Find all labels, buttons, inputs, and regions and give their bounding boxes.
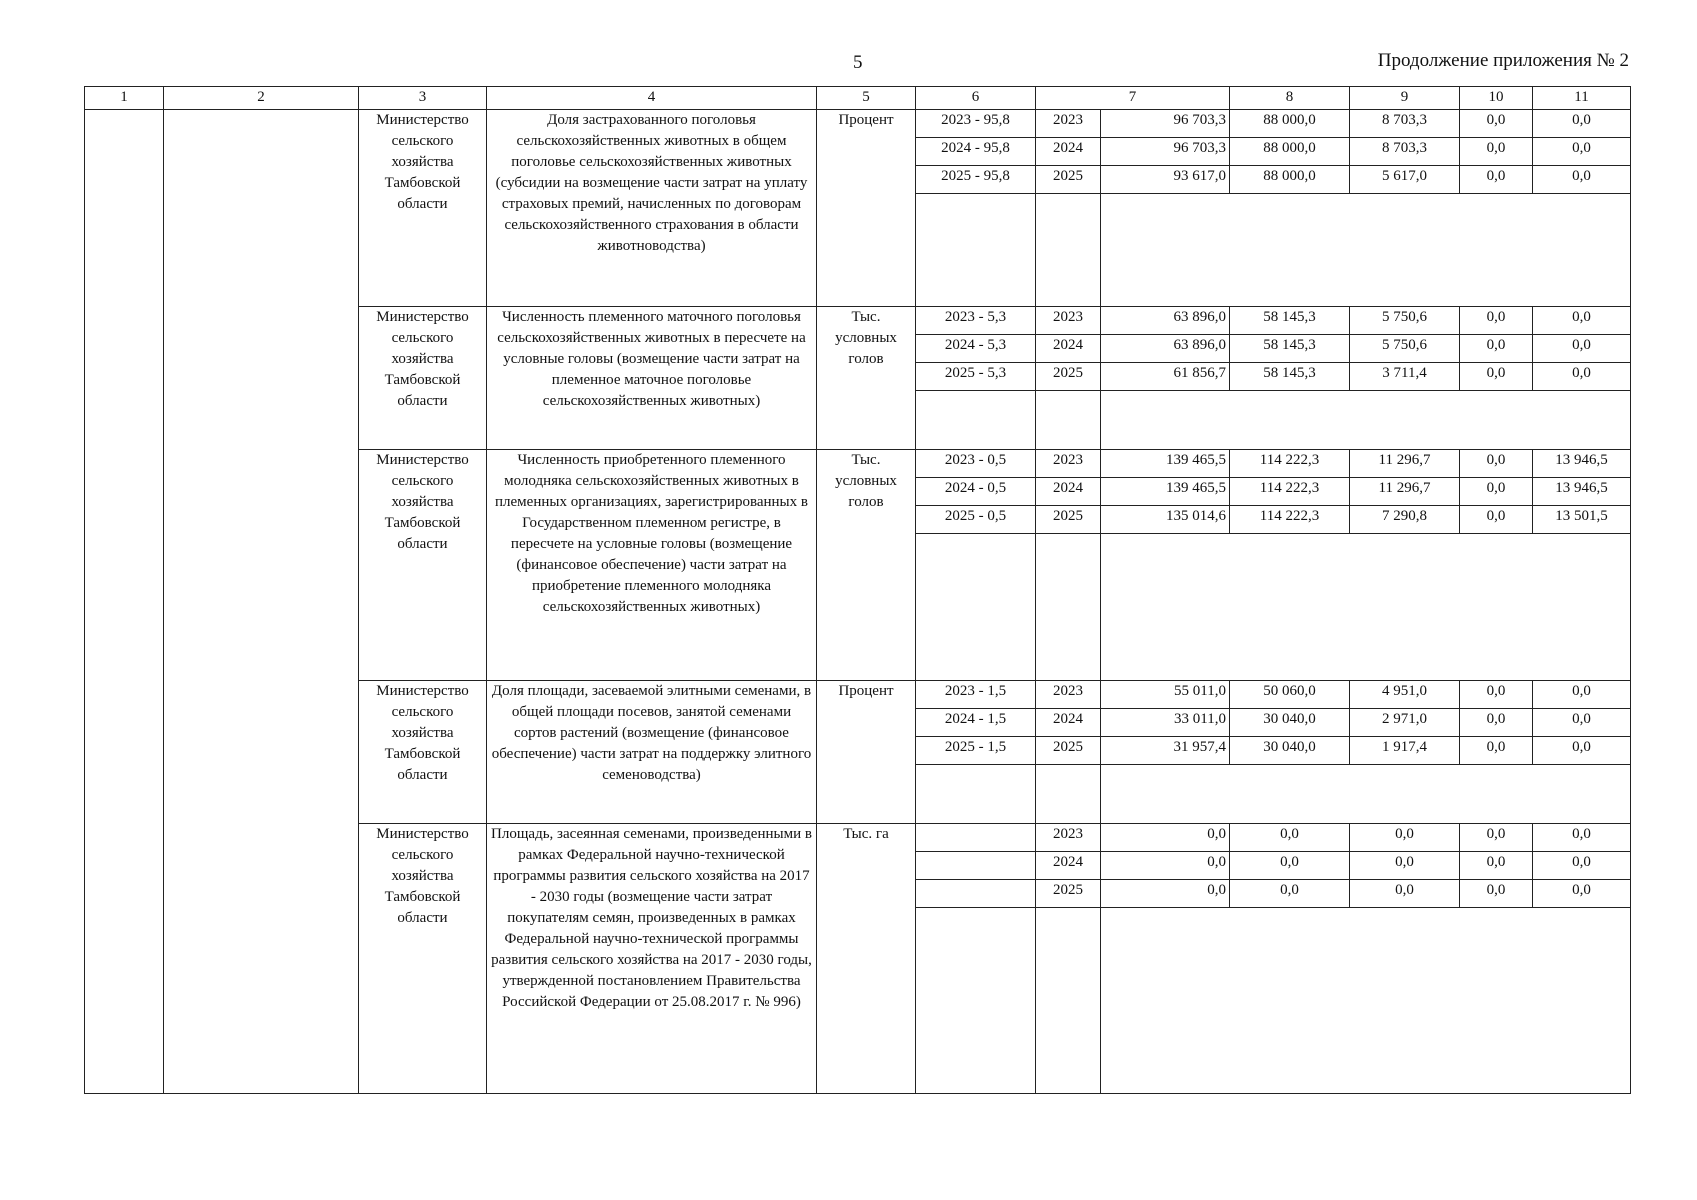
continuation-label: Продолжение приложения № 2: [1377, 50, 1629, 71]
col11-cell: 0,0: [1533, 110, 1631, 138]
col7-cell: 61 856,7: [1101, 363, 1230, 391]
col8-cell: 50 060,0: [1230, 681, 1350, 709]
filler-cell: [1101, 534, 1631, 681]
table-row: [85, 110, 1631, 138]
col11-cell: 0,0: [1533, 166, 1631, 194]
year-cell: 2024: [1036, 709, 1101, 737]
year-cell: 2024: [1036, 335, 1101, 363]
col9-cell: 5 617,0: [1350, 166, 1460, 194]
col7-cell: 55 011,0: [1101, 681, 1230, 709]
year-cell: 2023: [1036, 110, 1101, 138]
col11-cell: 0,0: [1533, 852, 1631, 880]
year-cell: 2025: [1036, 737, 1101, 765]
col11-cell: 13 501,5: [1533, 506, 1631, 534]
col11-cell: 13 946,5: [1533, 450, 1631, 478]
page-number: 5: [853, 52, 863, 73]
unit-cell: Процент: [817, 110, 916, 307]
col11-cell: 0,0: [1533, 138, 1631, 166]
filler-cell: [1036, 194, 1101, 307]
col7-cell: 0,0: [1101, 880, 1230, 908]
filler-cell: [916, 765, 1036, 824]
col7-cell: 63 896,0: [1101, 335, 1230, 363]
col11-cell: 0,0: [1533, 737, 1631, 765]
col8-cell: 88 000,0: [1230, 110, 1350, 138]
col8-cell: 0,0: [1230, 880, 1350, 908]
col2-cell: [164, 110, 359, 1094]
filler-cell: [1036, 534, 1101, 681]
year-cell: 2025: [1036, 363, 1101, 391]
unit-cell: Тыс. условных голов: [817, 450, 916, 681]
filler-cell: [916, 391, 1036, 450]
col8-cell: 114 222,3: [1230, 450, 1350, 478]
col11-cell: 13 946,5: [1533, 478, 1631, 506]
col7-cell: 31 957,4: [1101, 737, 1230, 765]
col8-cell: 30 040,0: [1230, 709, 1350, 737]
header-cell: 10: [1460, 87, 1533, 110]
unit-cell: Тыс. условных голов: [817, 307, 916, 450]
col8-cell: 0,0: [1230, 824, 1350, 852]
col11-cell: 0,0: [1533, 363, 1631, 391]
col10-cell: 0,0: [1460, 681, 1533, 709]
col11-cell: 0,0: [1533, 824, 1631, 852]
col9-cell: 3 711,4: [1350, 363, 1460, 391]
ministry-cell: Министерство сельского хозяйства Тамбовской области: [359, 450, 487, 681]
col11-cell: 0,0: [1533, 681, 1631, 709]
year-cell: 2023: [1036, 450, 1101, 478]
col10-cell: 0,0: [1460, 450, 1533, 478]
ministry-cell: Министерство сельского хозяйства Тамбовской области: [359, 824, 487, 1094]
filler-cell: [1101, 391, 1631, 450]
col9-cell: 8 703,3: [1350, 110, 1460, 138]
target-cell: 2023 - 0,5: [916, 450, 1036, 478]
target-cell: [916, 824, 1036, 852]
target-cell: 2024 - 5,3: [916, 335, 1036, 363]
year-cell: 2023: [1036, 681, 1101, 709]
target-cell: 2023 - 95,8: [916, 110, 1036, 138]
year-cell: 2024: [1036, 138, 1101, 166]
year-cell: 2025: [1036, 880, 1101, 908]
header-cell: 3: [359, 87, 487, 110]
col10-cell: 0,0: [1460, 737, 1533, 765]
col9-cell: 1 917,4: [1350, 737, 1460, 765]
col9-cell: 7 290,8: [1350, 506, 1460, 534]
col10-cell: 0,0: [1460, 880, 1533, 908]
col11-cell: 0,0: [1533, 335, 1631, 363]
year-cell: 2024: [1036, 478, 1101, 506]
header-cell: 7: [1036, 87, 1230, 110]
year-cell: 2023: [1036, 307, 1101, 335]
col7-cell: 93 617,0: [1101, 166, 1230, 194]
col7-cell: 63 896,0: [1101, 307, 1230, 335]
indicator-cell: Численность приобретенного племенного молодняка сельскохозяйственных животных в племенных организациях, зарегистрированных в Государственном племенном регистре, в пересчете на условные головы (возмещение (финансовое обеспечение) части затрат на приобретение племенного молодняка сельскохозяйственных животных): [487, 450, 817, 681]
col10-cell: 0,0: [1460, 478, 1533, 506]
ministry-cell: Министерство сельского хозяйства Тамбовской области: [359, 307, 487, 450]
col9-cell: 11 296,7: [1350, 450, 1460, 478]
col8-cell: 30 040,0: [1230, 737, 1350, 765]
target-cell: 2023 - 1,5: [916, 681, 1036, 709]
filler-cell: [1101, 908, 1631, 1094]
col8-cell: 114 222,3: [1230, 506, 1350, 534]
col7-cell: 135 014,6: [1101, 506, 1230, 534]
header-cell: 11: [1533, 87, 1631, 110]
col10-cell: 0,0: [1460, 824, 1533, 852]
col1-cell: [85, 110, 164, 1094]
col7-cell: 96 703,3: [1101, 138, 1230, 166]
col7-cell: 0,0: [1101, 852, 1230, 880]
header-cell: 5: [817, 87, 916, 110]
filler-cell: [1036, 391, 1101, 450]
target-cell: 2025 - 0,5: [916, 506, 1036, 534]
year-cell: 2023: [1036, 824, 1101, 852]
target-cell: [916, 852, 1036, 880]
unit-cell: Процент: [817, 681, 916, 824]
col11-cell: 0,0: [1533, 709, 1631, 737]
col10-cell: 0,0: [1460, 138, 1533, 166]
indicator-cell: Площадь, засеянная семенами, произведенными в рамках Федеральной научно-технической программы развития сельского хозяйства на 2017 - 2030 годы (возмещение части затрат покупателям семян, произведенных в рамках Федеральной научно-технической программы развития сельского хозяйства на 2017 - 2030 годы, утвержденной постановлением Правительства Российской Федерации от 25.08.2017 г. № 996): [487, 824, 817, 1094]
col7-cell: 0,0: [1101, 824, 1230, 852]
col7-cell: 139 465,5: [1101, 478, 1230, 506]
col10-cell: 0,0: [1460, 852, 1533, 880]
year-cell: 2025: [1036, 166, 1101, 194]
col11-cell: 0,0: [1533, 880, 1631, 908]
filler-cell: [1036, 908, 1101, 1094]
target-cell: 2025 - 5,3: [916, 363, 1036, 391]
unit-cell: Тыс. га: [817, 824, 916, 1094]
target-cell: [916, 880, 1036, 908]
filler-cell: [916, 534, 1036, 681]
filler-cell: [916, 194, 1036, 307]
indicator-cell: Доля застрахованного поголовья сельскохозяйственных животных в общем поголовье сельскохозяйственных животных (субсидии на возмещение части затрат на уплату страховых премий, начисленных по договорам сельскохозяйственного страхования в области животноводства): [487, 110, 817, 307]
col8-cell: 58 145,3: [1230, 335, 1350, 363]
col8-cell: 88 000,0: [1230, 138, 1350, 166]
col9-cell: 8 703,3: [1350, 138, 1460, 166]
header-row: [85, 87, 1631, 110]
filler-cell: [916, 908, 1036, 1094]
col10-cell: 0,0: [1460, 363, 1533, 391]
col8-cell: 114 222,3: [1230, 478, 1350, 506]
indicator-cell: Доля площади, засеваемой элитными семенами, в общей площади посевов, занятой семенами сортов растений (возмещение (финансовое обеспечение) части затрат на поддержку элитного семеноводства): [487, 681, 817, 824]
col10-cell: 0,0: [1460, 307, 1533, 335]
col9-cell: 5 750,6: [1350, 307, 1460, 335]
header-cell: 1: [85, 87, 164, 110]
col7-cell: 139 465,5: [1101, 450, 1230, 478]
target-cell: 2023 - 5,3: [916, 307, 1036, 335]
col8-cell: 0,0: [1230, 852, 1350, 880]
col9-cell: 11 296,7: [1350, 478, 1460, 506]
col9-cell: 0,0: [1350, 880, 1460, 908]
year-cell: 2024: [1036, 852, 1101, 880]
target-cell: 2025 - 1,5: [916, 737, 1036, 765]
indicator-cell: Численность племенного маточного поголовья сельскохозяйственных животных в пересчете на условные головы (возмещение части затрат на племенное маточное поголовье сельскохозяйственных животных): [487, 307, 817, 450]
col9-cell: 0,0: [1350, 824, 1460, 852]
ministry-cell: Министерство сельского хозяйства Тамбовской области: [359, 110, 487, 307]
appendix-table: [84, 86, 1631, 1094]
year-cell: 2025: [1036, 506, 1101, 534]
col10-cell: 0,0: [1460, 166, 1533, 194]
col10-cell: 0,0: [1460, 335, 1533, 363]
col8-cell: 58 145,3: [1230, 307, 1350, 335]
target-cell: 2025 - 95,8: [916, 166, 1036, 194]
header-cell: 9: [1350, 87, 1460, 110]
col9-cell: 2 971,0: [1350, 709, 1460, 737]
header-cell: 2: [164, 87, 359, 110]
col7-cell: 96 703,3: [1101, 110, 1230, 138]
target-cell: 2024 - 95,8: [916, 138, 1036, 166]
col9-cell: 4 951,0: [1350, 681, 1460, 709]
filler-cell: [1036, 765, 1101, 824]
target-cell: 2024 - 0,5: [916, 478, 1036, 506]
col8-cell: 88 000,0: [1230, 166, 1350, 194]
col9-cell: 5 750,6: [1350, 335, 1460, 363]
header-cell: 4: [487, 87, 817, 110]
filler-cell: [1101, 194, 1631, 307]
col10-cell: 0,0: [1460, 110, 1533, 138]
col10-cell: 0,0: [1460, 506, 1533, 534]
header-cell: 6: [916, 87, 1036, 110]
filler-cell: [1101, 765, 1631, 824]
header-cell: 8: [1230, 87, 1350, 110]
col9-cell: 0,0: [1350, 852, 1460, 880]
target-cell: 2024 - 1,5: [916, 709, 1036, 737]
col10-cell: 0,0: [1460, 709, 1533, 737]
col7-cell: 33 011,0: [1101, 709, 1230, 737]
ministry-cell: Министерство сельского хозяйства Тамбовской области: [359, 681, 487, 824]
col8-cell: 58 145,3: [1230, 363, 1350, 391]
col11-cell: 0,0: [1533, 307, 1631, 335]
